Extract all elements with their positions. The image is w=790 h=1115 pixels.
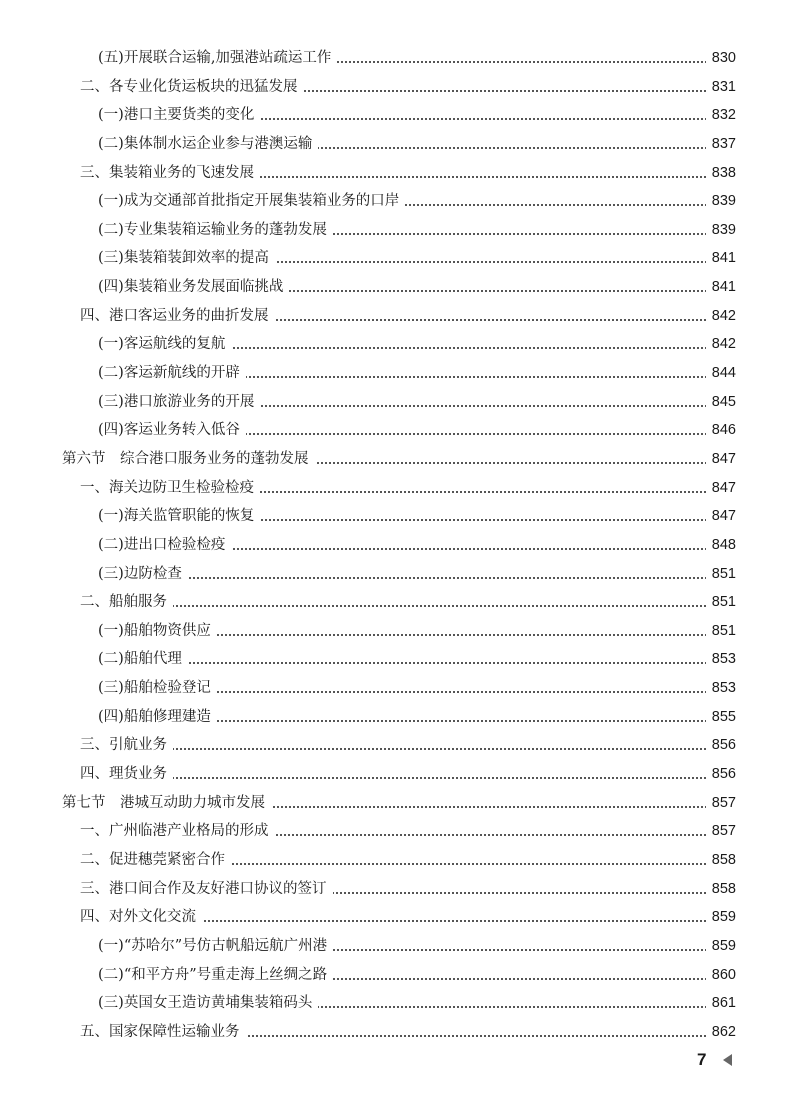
toc-entry-title: (一)“苏哈尔”号仿古帆船远航广州港 (98, 932, 333, 961)
toc-entry-title: (三)港口旅游业务的开展 (98, 388, 260, 417)
toc-entry-page: 853 (706, 674, 736, 703)
toc-entry[interactable] (0, 531, 790, 560)
toc-entry[interactable] (0, 187, 790, 216)
toc-entry[interactable] (0, 789, 790, 818)
toc-entry-title: (三)英国女王造访黄埔集装箱码头 (98, 989, 318, 1018)
toc-entry-page: 844 (706, 359, 736, 388)
toc-entry[interactable] (0, 73, 790, 102)
toc-entry-page: 855 (706, 703, 736, 732)
toc-entry[interactable] (0, 502, 790, 531)
toc-entry-title: 二、各专业化货运板块的迅猛发展 (80, 73, 304, 102)
toc-entry[interactable] (0, 1018, 790, 1047)
toc-entry-title: 四、理货业务 (80, 760, 173, 789)
toc-entry-title: (三)船舶检验登记 (98, 674, 217, 703)
toc-entry[interactable] (0, 359, 790, 388)
toc-entry[interactable] (0, 846, 790, 875)
toc-entry[interactable] (0, 474, 790, 503)
toc-entry-page: 851 (706, 588, 736, 617)
toc-entry[interactable] (0, 731, 790, 760)
toc-entry[interactable] (0, 989, 790, 1018)
toc-entry-page: 848 (706, 531, 736, 560)
toc-entry-page: 832 (706, 101, 736, 130)
toc-entry-page: 861 (706, 989, 736, 1018)
toc-entry-title: 第六节 综合港口服务业务的蓬勃发展 (62, 445, 315, 474)
toc-entry[interactable] (0, 703, 790, 732)
toc-entry-title: 一、广州临港产业格局的形成 (80, 817, 275, 846)
toc-entry-page: 842 (706, 302, 736, 331)
toc-entry-page: 857 (706, 789, 736, 818)
toc-entry-title: (二)客运新航线的开辟 (98, 359, 246, 388)
toc-entry-page: 831 (706, 73, 736, 102)
toc-entry[interactable] (0, 645, 790, 674)
toc-entry-title: 一、海关边防卫生检验检疫 (80, 474, 260, 503)
toc-entry-page: 857 (706, 817, 736, 846)
toc-entry-page: 838 (706, 159, 736, 188)
toc-entry-page: 842 (706, 330, 736, 359)
toc-entry-title: 二、船舶服务 (80, 588, 173, 617)
toc-entry-title: (二)进出口检验检疫 (98, 531, 231, 560)
toc-entry-title: 三、港口间合作及友好港口协议的签订 (80, 875, 333, 904)
toc-entry-title: 三、引航业务 (80, 731, 173, 760)
toc-entry-page: 847 (706, 502, 736, 531)
toc-entry-title: (四)集装箱业务发展面临挑战 (98, 273, 289, 302)
toc-entry-title: 二、促进穗莞紧密合作 (80, 846, 231, 875)
toc-entry-page: 859 (706, 932, 736, 961)
toc-entry-title: (三)集装箱装卸效率的提高 (98, 244, 275, 273)
toc-entry-title: 三、集装箱业务的飞速发展 (80, 159, 260, 188)
toc-entry-page: 846 (706, 416, 736, 445)
toc-entry[interactable] (0, 617, 790, 646)
toc-entry-title: (五)开展联合运输,加强港站疏运工作 (98, 44, 337, 73)
toc-entry-page: 830 (706, 44, 736, 73)
toc-entry-page: 856 (706, 731, 736, 760)
page-marker-arrow-icon (723, 1054, 732, 1066)
toc-entry[interactable] (0, 388, 790, 417)
toc-entry-page: 847 (706, 445, 736, 474)
toc-entry[interactable] (0, 330, 790, 359)
toc-entry[interactable] (0, 961, 790, 990)
toc-entry-page: 851 (706, 560, 736, 589)
toc-entry-page: 841 (706, 273, 736, 302)
toc-entry-page: 862 (706, 1018, 736, 1047)
dot-leader (80, 605, 734, 607)
toc-entry-title: 四、对外文化交流 (80, 903, 202, 932)
toc-entry-page: 860 (706, 961, 736, 990)
toc-entry-page: 841 (706, 244, 736, 273)
toc-entry-page: 853 (706, 645, 736, 674)
toc-entry[interactable] (0, 44, 790, 73)
toc-entry[interactable] (0, 130, 790, 159)
toc-entry-title: (一)成为交通部首批指定开展集装箱业务的口岸 (98, 187, 405, 216)
dot-leader (98, 662, 734, 664)
toc-entry-page: 839 (706, 187, 736, 216)
toc-entry-title: (二)“和平方舟”号重走海上丝绸之路 (98, 961, 333, 990)
toc-entry-title: (二)专业集装箱运输业务的蓬勃发展 (98, 216, 333, 245)
toc-entry-title: (三)边防检查 (98, 560, 188, 589)
toc-entry[interactable] (0, 416, 790, 445)
toc-entry-title: 五、国家保障性运输业务 (80, 1018, 246, 1047)
toc-entry-title: 第七节 港城互动助力城市发展 (62, 789, 271, 818)
toc-entry-page: 839 (706, 216, 736, 245)
table-of-contents (0, 44, 790, 1046)
toc-entry-page: 837 (706, 130, 736, 159)
toc-entry[interactable] (0, 560, 790, 589)
toc-entry-title: (一)海关监管职能的恢复 (98, 502, 260, 531)
dot-leader (98, 577, 734, 579)
toc-entry-page: 858 (706, 875, 736, 904)
toc-entry[interactable] (0, 932, 790, 961)
dot-leader (80, 777, 734, 779)
page-number: 7 (697, 1050, 707, 1069)
toc-entry-page: 859 (706, 903, 736, 932)
toc-entry[interactable] (0, 875, 790, 904)
toc-entry-title: (四)客运业务转入低谷 (98, 416, 246, 445)
toc-entry[interactable] (0, 588, 790, 617)
toc-entry[interactable] (0, 760, 790, 789)
toc-entry[interactable] (0, 903, 790, 932)
toc-entry[interactable] (0, 445, 790, 474)
toc-entry-page: 851 (706, 617, 736, 646)
toc-entry[interactable] (0, 244, 790, 273)
toc-entry[interactable] (0, 302, 790, 331)
toc-entry-page: 856 (706, 760, 736, 789)
toc-entry-title: (二)集体制水运企业参与港澳运输 (98, 130, 318, 159)
toc-entry[interactable] (0, 273, 790, 302)
toc-entry-page: 847 (706, 474, 736, 503)
toc-entry[interactable] (0, 101, 790, 130)
toc-entry-title: (一)客运航线的复航 (98, 330, 231, 359)
toc-entry-page: 845 (706, 388, 736, 417)
toc-entry[interactable] (0, 674, 790, 703)
toc-entry[interactable] (0, 159, 790, 188)
toc-entry-page: 858 (706, 846, 736, 875)
dot-leader (80, 748, 734, 750)
toc-entry[interactable] (0, 817, 790, 846)
toc-entry-title: 四、港口客运业务的曲折发展 (80, 302, 275, 331)
toc-entry-title: (四)船舶修理建造 (98, 703, 217, 732)
toc-entry-title: (一)船舶物资供应 (98, 617, 217, 646)
toc-entry-title: (二)船舶代理 (98, 645, 188, 674)
toc-entry[interactable] (0, 216, 790, 245)
toc-entry-title: (一)港口主要货类的变化 (98, 101, 260, 130)
